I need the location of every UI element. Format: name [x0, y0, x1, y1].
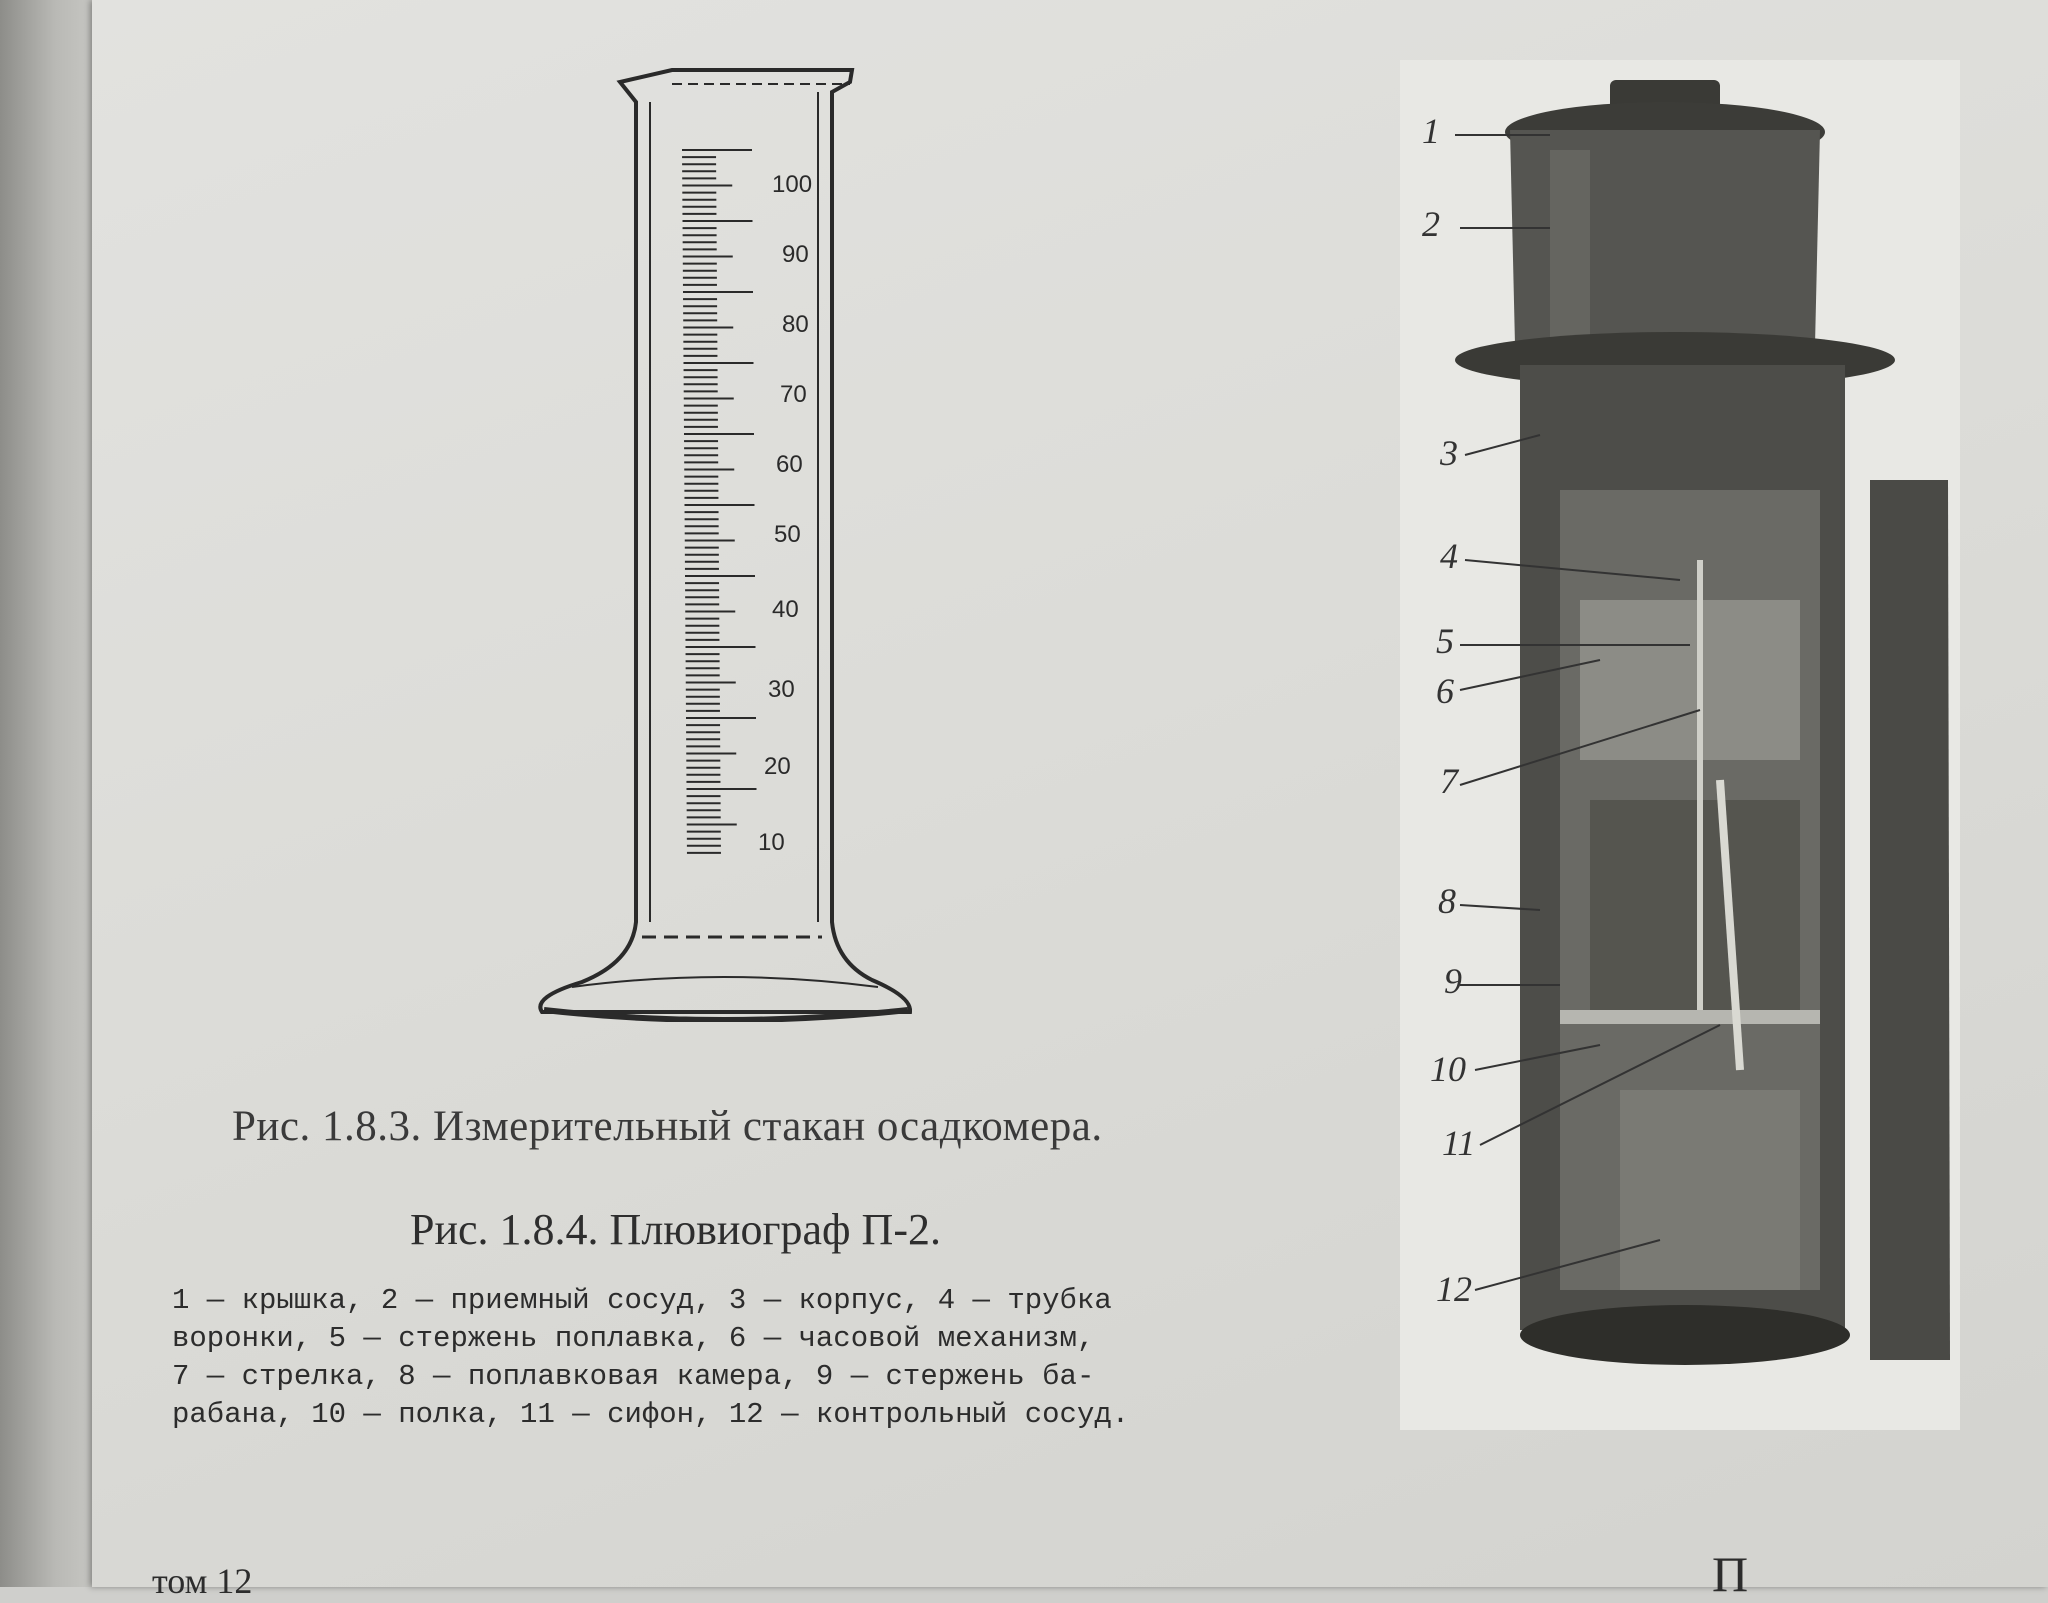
callout-label: 8 [1438, 881, 1456, 921]
book-page [92, 0, 2048, 1602]
callout-label: 5 [1436, 621, 1454, 661]
scale-label: 100 [772, 171, 813, 198]
callout-label: 4 [1440, 536, 1458, 576]
figure-caption-pluviograph: Рис. 1.8.4. Плювиограф П-2. [410, 1205, 941, 1254]
scale-label: 90 [782, 241, 809, 268]
legend-line: 1 — крышка, 2 — приемный сосуд, 3 — корпус, 4 — трубка [172, 1284, 1112, 1317]
scale-label: 10 [758, 829, 785, 856]
figure-caption-cylinder: Рис. 1.8.3. Измерительный стакан осадкомера. [232, 1103, 1103, 1150]
callout-label: 6 [1436, 671, 1454, 711]
background-table-edge [0, 0, 92, 1587]
figure-legend [172, 1282, 1332, 1434]
scale-label: 30 [768, 676, 795, 703]
footer-cut-text: П [1712, 1546, 1749, 1602]
callout-label: 9 [1444, 961, 1462, 1001]
graduation-ticks [682, 150, 757, 853]
callout-label: 2 [1422, 204, 1440, 244]
legend-line: рабана, 10 — полка, 11 — сифон, 12 — контрольный сосуд. [172, 1398, 1130, 1431]
pluviograph-photo [1400, 60, 1960, 1430]
scale-labels [758, 171, 812, 856]
callout-label: 1 [1422, 111, 1440, 151]
scale-label: 40 [772, 596, 799, 623]
scale-label: 60 [776, 451, 803, 478]
callout-label: 10 [1430, 1049, 1466, 1089]
scale-label: 70 [780, 381, 807, 408]
callout-label: 3 [1440, 433, 1458, 473]
scale-label: 80 [782, 311, 809, 338]
footer-volume-text: том 12 [152, 1561, 253, 1601]
pluviograph-drawing [1400, 60, 1960, 1430]
measuring-cylinder-illustration [532, 62, 912, 1022]
legend-line: 7 — стрелка, 8 — поплавковая камера, 9 — стержень ба- [172, 1360, 1095, 1393]
callout-label: 7 [1440, 761, 1458, 801]
scale-label: 50 [774, 521, 801, 548]
callout-label: 11 [1442, 1123, 1476, 1163]
scale-label: 20 [764, 753, 791, 780]
callout-label: 12 [1436, 1269, 1472, 1309]
legend-line: воронки, 5 — стержень поплавка, 6 — часовой механизм, [172, 1322, 1095, 1355]
